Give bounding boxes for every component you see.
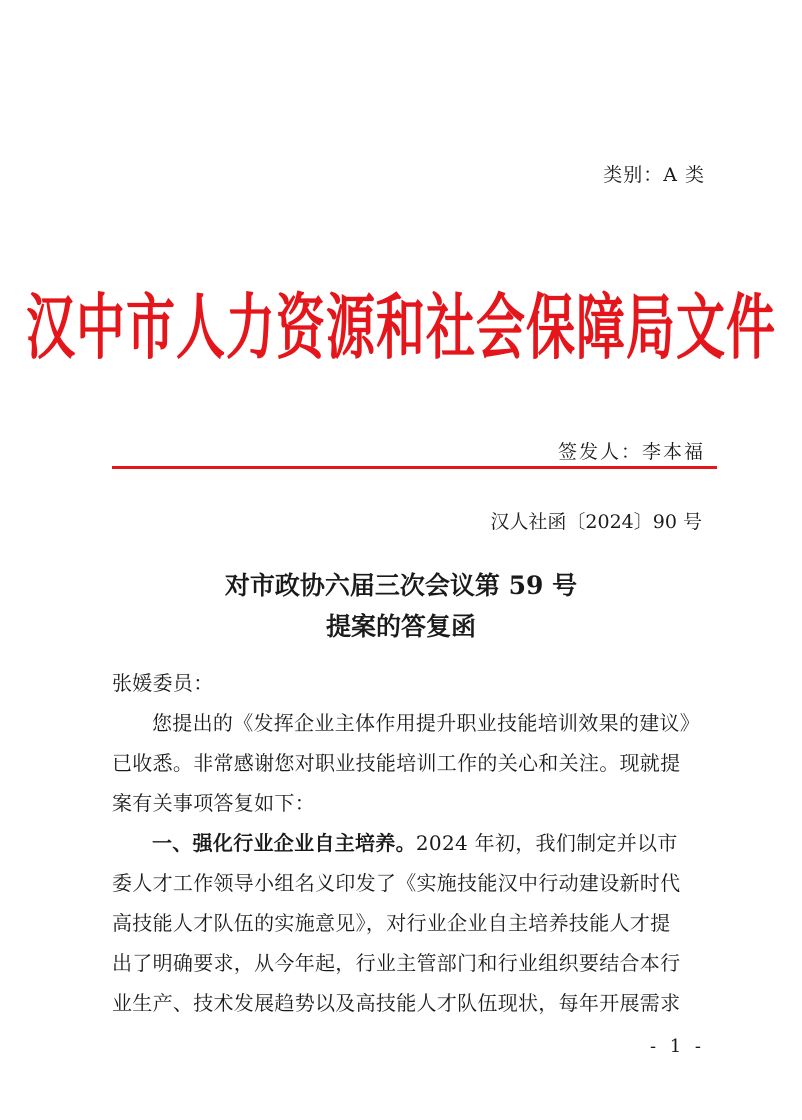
section-heading-line — [152, 827, 752, 856]
signer-label: 签发人：李本福 — [557, 441, 705, 463]
section-heading: 一、强化行业企业自主培养。 — [152, 831, 416, 855]
salutation: 张媛委员： — [112, 671, 214, 695]
paragraph-line: 高技能人才队伍的实施意见》，对行业企业自主培养技能人才提 — [112, 911, 671, 935]
document-number: 汉人社函〔2024〕90 号 — [490, 511, 702, 533]
red-divider-line — [112, 466, 717, 469]
category-label: 类别：A 类 — [603, 164, 705, 186]
paragraph-line-text: 2024 年初，我们制定并以市 — [415, 831, 678, 855]
paragraph-line: 已收悉。非常感谢您对职业技能培训工作的关心和关注。现就提 — [112, 751, 681, 775]
reply-title-line-2: 提案的答复函 — [325, 612, 476, 641]
paragraph-line: 出了明确要求，从今年起，行业主管部门和行业组织要结合本行 — [112, 951, 681, 975]
paragraph-line: 业生产、技术发展趋势以及高技能人才队伍现状，每年开展需求 — [112, 991, 681, 1015]
page-number: - 1 - — [649, 1036, 705, 1057]
document-header-title: 汉中市人力资源和社会保障局文件 — [25, 286, 776, 370]
reply-title-line-1: 对市政协六届三次会议第 59 号 — [224, 571, 578, 600]
paragraph-line: 您提出的《发挥企业主体作用提升职业技能培训效果的建议》 — [152, 711, 701, 735]
paragraph-line: 委人才工作领导小组名义印发了《实施技能汉中行动建设新时代 — [112, 871, 681, 895]
paragraph-line: 案有关事项答复如下： — [112, 791, 315, 815]
